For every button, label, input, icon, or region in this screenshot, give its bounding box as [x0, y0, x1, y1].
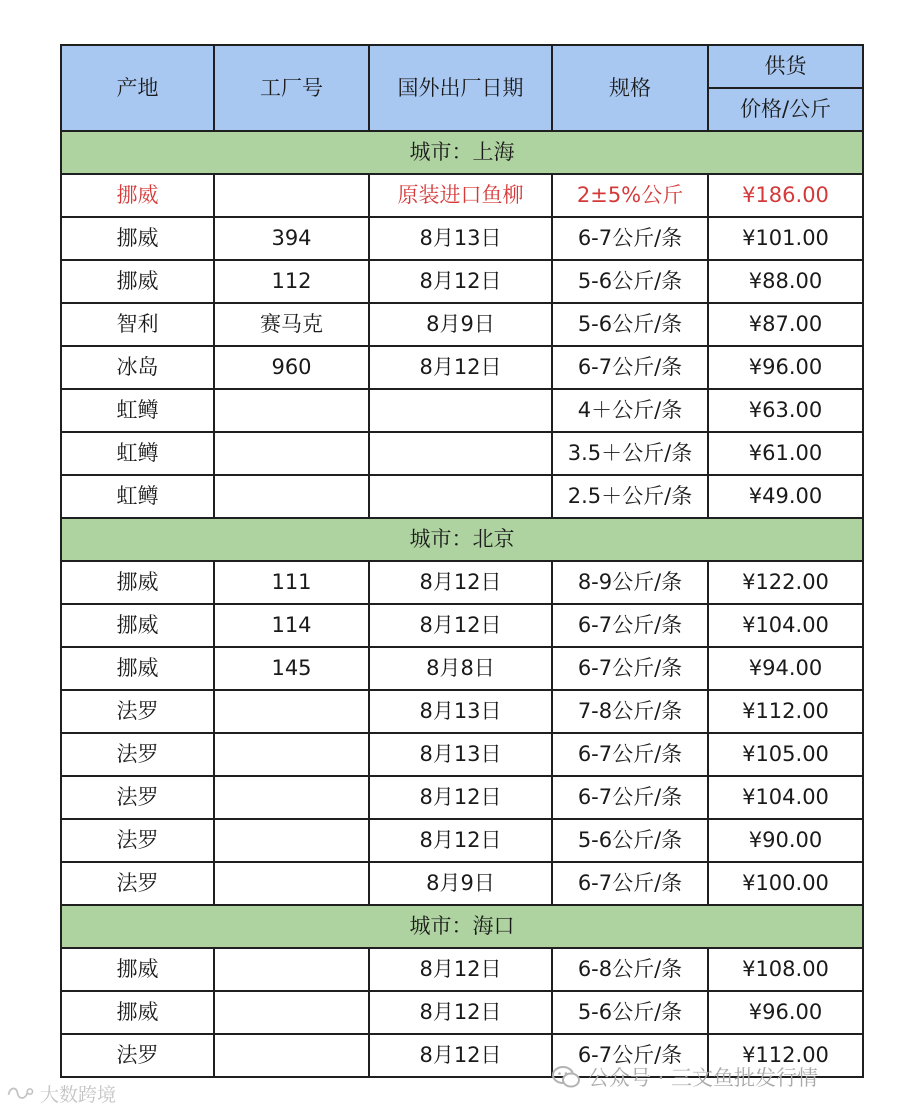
cell-price: ¥104.00	[708, 776, 863, 819]
cell-date: 8月12日	[369, 604, 552, 647]
table-row	[61, 733, 863, 776]
table-row	[61, 303, 863, 346]
cell-price: ¥61.00	[708, 432, 863, 475]
table-row	[61, 260, 863, 303]
cell-date	[369, 432, 552, 475]
table-row	[61, 346, 863, 389]
cell-price: ¥108.00	[708, 948, 863, 991]
table-row	[61, 389, 863, 432]
header-origin: 产地	[61, 45, 214, 131]
cell-factory-no	[214, 991, 369, 1034]
cell-factory-no	[214, 690, 369, 733]
cell-spec: 6-7公斤/条	[552, 647, 708, 690]
city-label: 城市：海口	[61, 905, 863, 948]
cell-date: 8月8日	[369, 647, 552, 690]
cell-date: 8月12日	[369, 819, 552, 862]
cell-date	[369, 389, 552, 432]
table-row	[61, 432, 863, 475]
cell-date: 8月12日	[369, 991, 552, 1034]
cell-price: ¥112.00	[708, 1034, 863, 1077]
cell-date: 8月13日	[369, 733, 552, 776]
cell-spec: 6-7公斤/条	[552, 604, 708, 647]
header-supply: 供货	[708, 45, 863, 88]
cell-price: ¥101.00	[708, 217, 863, 260]
table-row	[61, 475, 863, 518]
header-date: 国外出厂日期	[369, 45, 552, 131]
cell-factory-no	[214, 389, 369, 432]
cell-origin: 法罗	[61, 862, 214, 905]
cell-date: 8月12日	[369, 346, 552, 389]
cell-origin: 挪威	[61, 174, 214, 217]
watermark-wechat-text: 公众号 · 三文鱼批发行情	[588, 1066, 819, 1090]
cell-origin: 挪威	[61, 260, 214, 303]
watermark-brand	[6, 1080, 116, 1107]
cell-factory-no: 112	[214, 260, 369, 303]
cell-spec: 5-6公斤/条	[552, 819, 708, 862]
header-factory-no: 工厂号	[214, 45, 369, 131]
cell-date: 原装进口鱼柳	[369, 174, 552, 217]
cell-spec: 5-6公斤/条	[552, 303, 708, 346]
cell-spec: 6-7公斤/条	[552, 217, 708, 260]
table-row	[61, 690, 863, 733]
cell-origin: 虹鳟	[61, 389, 214, 432]
cell-date: 8月13日	[369, 690, 552, 733]
cell-factory-no	[214, 948, 369, 991]
cell-price: ¥112.00	[708, 690, 863, 733]
city-label: 城市：北京	[61, 518, 863, 561]
cell-price: ¥122.00	[708, 561, 863, 604]
cell-factory-no: 960	[214, 346, 369, 389]
table-row	[61, 862, 863, 905]
cell-origin: 挪威	[61, 561, 214, 604]
cell-price: ¥63.00	[708, 389, 863, 432]
cell-price: ¥96.00	[708, 991, 863, 1034]
city-section-row	[61, 905, 863, 948]
cell-date: 8月12日	[369, 260, 552, 303]
table-row	[61, 561, 863, 604]
cell-factory-no	[214, 174, 369, 217]
cell-date: 8月9日	[369, 303, 552, 346]
cell-spec: 6-8公斤/条	[552, 948, 708, 991]
cell-origin: 法罗	[61, 1034, 214, 1077]
table-body	[61, 131, 863, 1077]
cell-price: ¥49.00	[708, 475, 863, 518]
cell-factory-no	[214, 819, 369, 862]
cell-spec: 7-8公斤/条	[552, 690, 708, 733]
header-spec: 规格	[552, 45, 708, 131]
cell-factory-no	[214, 733, 369, 776]
table-row	[61, 217, 863, 260]
cell-factory-no: 赛马克	[214, 303, 369, 346]
table-row	[61, 776, 863, 819]
header-price-unit: 价格/公斤	[708, 88, 863, 131]
cell-origin: 法罗	[61, 733, 214, 776]
cell-origin: 智利	[61, 303, 214, 346]
table-row	[61, 948, 863, 991]
cell-origin: 挪威	[61, 991, 214, 1034]
cell-origin: 法罗	[61, 776, 214, 819]
cell-date: 8月9日	[369, 862, 552, 905]
cell-spec: 6-7公斤/条	[552, 346, 708, 389]
cell-spec: 3.5＋公斤/条	[552, 432, 708, 475]
cell-spec: 2±5%公斤	[552, 174, 708, 217]
cell-price: ¥96.00	[708, 346, 863, 389]
cell-origin: 法罗	[61, 690, 214, 733]
cell-origin: 冰岛	[61, 346, 214, 389]
table-header	[61, 45, 863, 131]
cell-origin: 挪威	[61, 604, 214, 647]
cell-date	[369, 475, 552, 518]
cell-spec: 2.5＋公斤/条	[552, 475, 708, 518]
cell-spec: 6-7公斤/条	[552, 776, 708, 819]
cell-date: 8月12日	[369, 776, 552, 819]
cell-spec: 5-6公斤/条	[552, 260, 708, 303]
cell-origin: 挪威	[61, 217, 214, 260]
cell-factory-no	[214, 1034, 369, 1077]
cell-origin: 法罗	[61, 819, 214, 862]
cell-price: ¥90.00	[708, 819, 863, 862]
cell-price: ¥100.00	[708, 862, 863, 905]
cell-date: 8月12日	[369, 561, 552, 604]
city-section-row	[61, 131, 863, 174]
table-row-featured	[61, 174, 863, 217]
watermark-wechat	[552, 1062, 818, 1092]
cell-factory-no	[214, 862, 369, 905]
table-row	[61, 647, 863, 690]
cell-price: ¥87.00	[708, 303, 863, 346]
table-row	[61, 604, 863, 647]
cell-price: ¥186.00	[708, 174, 863, 217]
cell-factory-no	[214, 776, 369, 819]
table-row	[61, 819, 863, 862]
cell-date: 8月12日	[369, 948, 552, 991]
wechat-icon	[552, 1066, 580, 1088]
price-table	[60, 44, 864, 1078]
cell-spec: 5-6公斤/条	[552, 991, 708, 1034]
cell-date: 8月12日	[369, 1034, 552, 1077]
cell-price: ¥105.00	[708, 733, 863, 776]
cell-origin: 虹鳟	[61, 475, 214, 518]
cell-price: ¥94.00	[708, 647, 863, 690]
cell-factory-no: 394	[214, 217, 369, 260]
cell-price: ¥88.00	[708, 260, 863, 303]
cell-factory-no	[214, 475, 369, 518]
cell-factory-no: 111	[214, 561, 369, 604]
cell-spec: 4＋公斤/条	[552, 389, 708, 432]
cell-origin: 挪威	[61, 647, 214, 690]
cell-spec: 6-7公斤/条	[552, 862, 708, 905]
table-row	[61, 991, 863, 1034]
cell-price: ¥104.00	[708, 604, 863, 647]
brand-logo-icon	[6, 1083, 34, 1105]
city-label: 城市：上海	[61, 131, 863, 174]
city-section-row	[61, 518, 863, 561]
cell-factory-no: 145	[214, 647, 369, 690]
cell-origin: 挪威	[61, 948, 214, 991]
cell-spec: 6-7公斤/条	[552, 733, 708, 776]
cell-origin: 虹鳟	[61, 432, 214, 475]
cell-factory-no	[214, 432, 369, 475]
cell-factory-no: 114	[214, 604, 369, 647]
watermark-brand-text: 大数跨境	[40, 1084, 117, 1106]
cell-spec: 8-9公斤/条	[552, 561, 708, 604]
cell-spec: 6-7公斤/条	[552, 1034, 708, 1077]
cell-date: 8月13日	[369, 217, 552, 260]
